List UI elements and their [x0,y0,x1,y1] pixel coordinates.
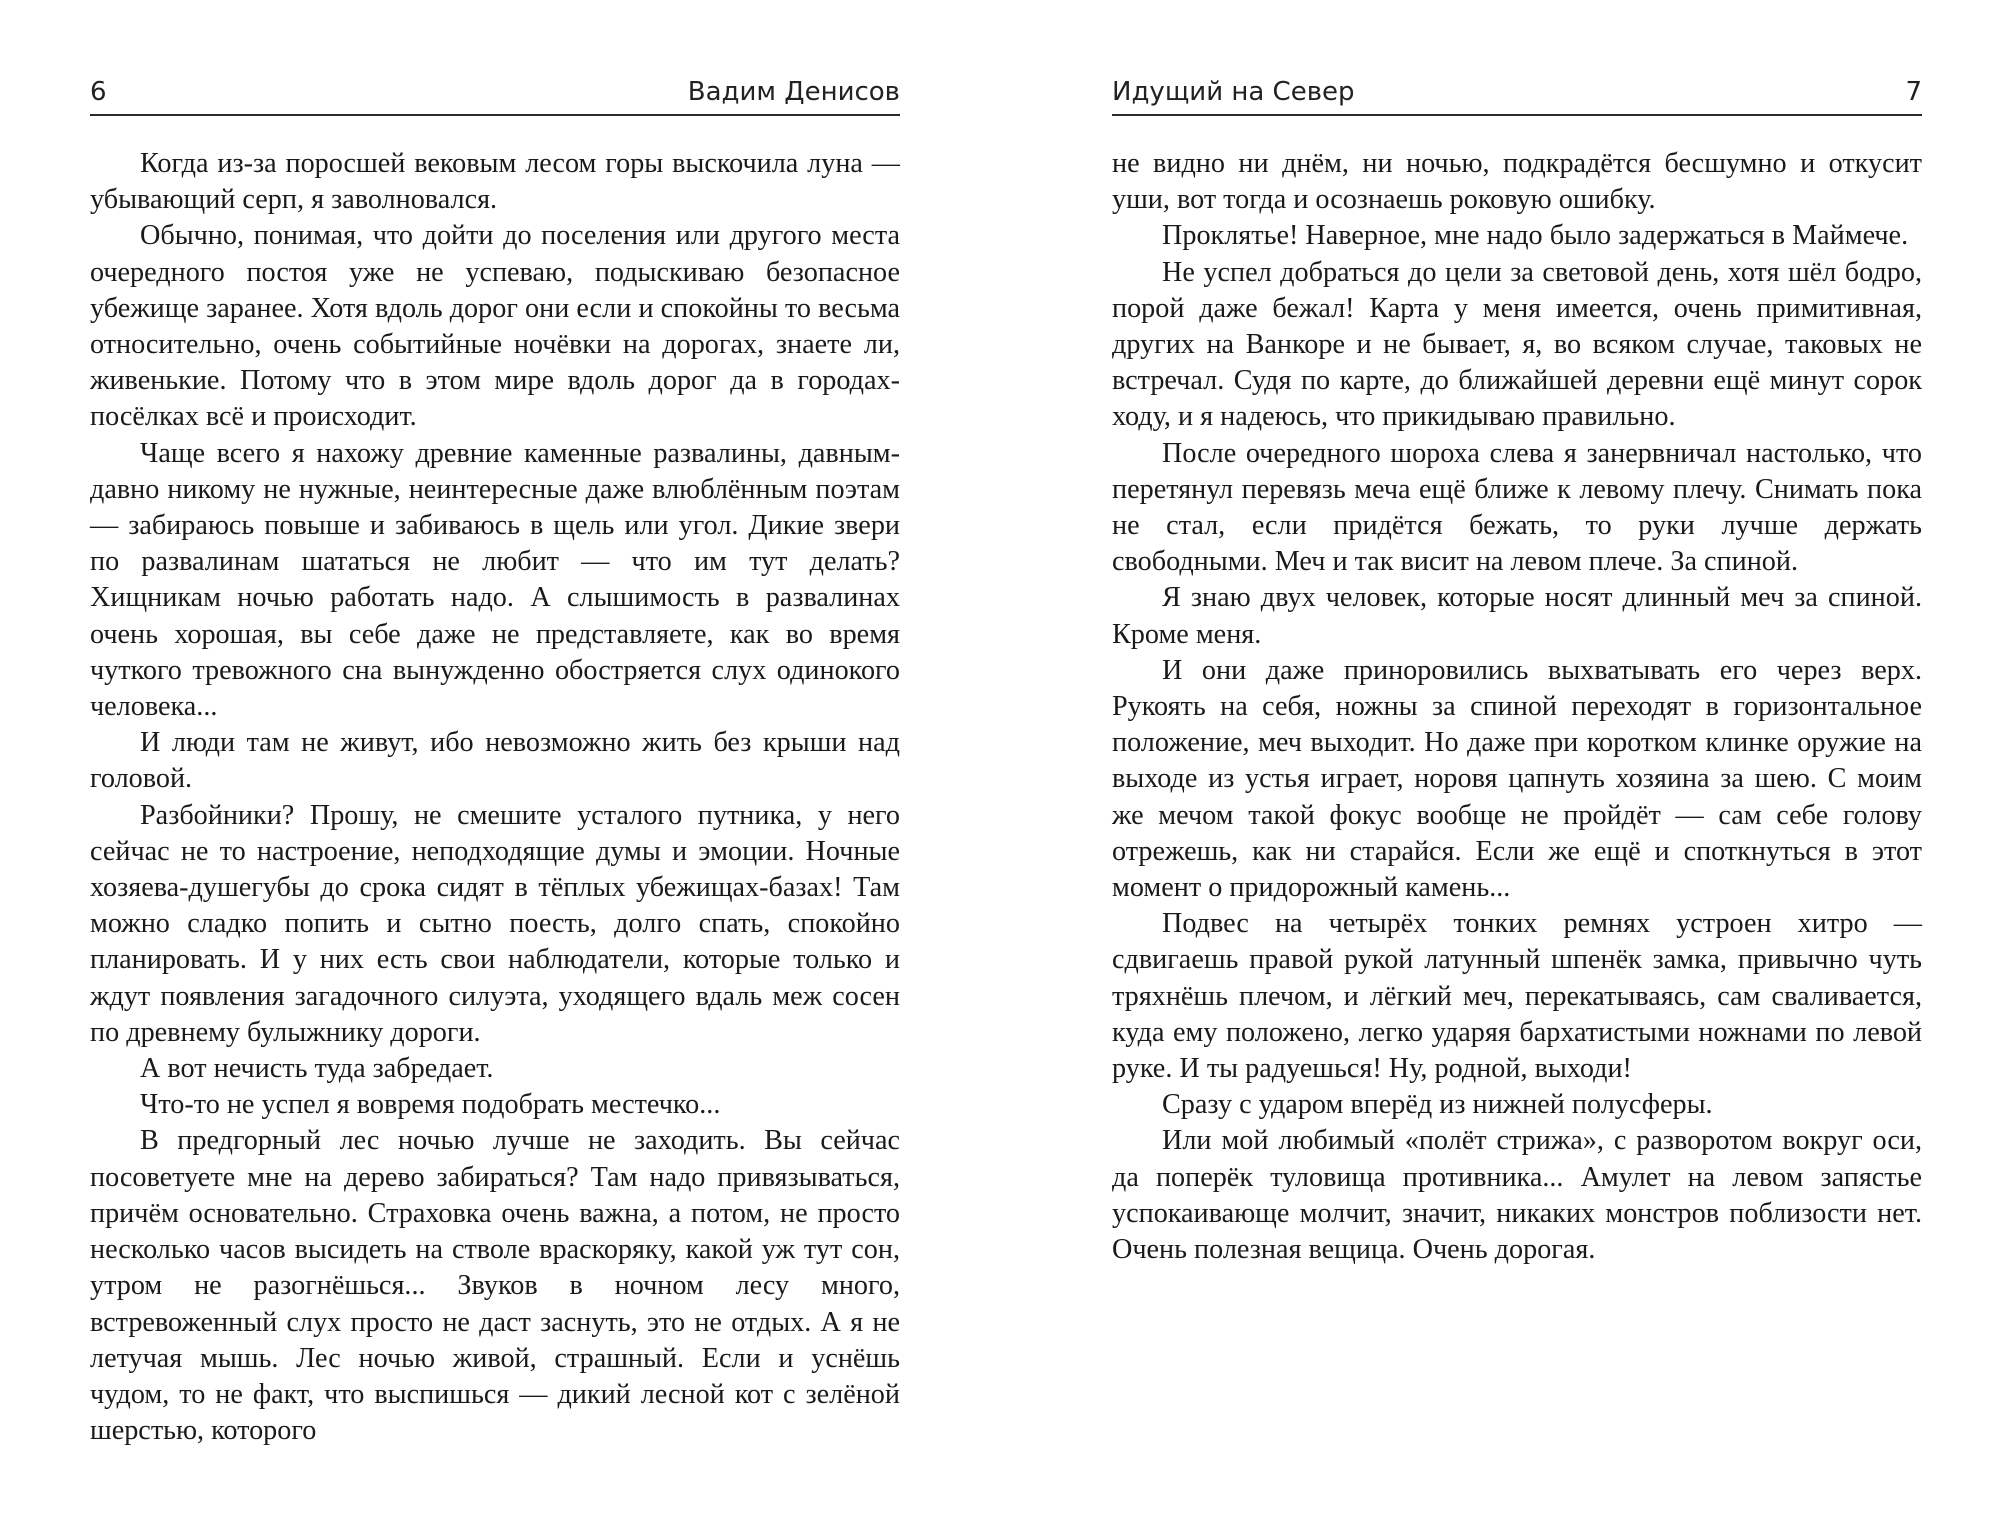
paragraph: Я знаю двух человек, которые носят длинный меч за спиной. Кроме меня. [1112,582,1922,650]
paragraph: Подвес на четырёх тонких ремнях устроен хитро — сдвигаешь правой рукой латунный шпенёк замка, привычно чуть тряхнёшь плечом, и лёгкий меч, перекатываясь, сам сваливается, куда ему положено, легко ударяя бархатистыми ножнами по левой руке. И ты радуешься! Ну, родной, выходи! [1112,908,1922,1085]
paragraph: Когда из-за поросшей вековым лесом горы выскочила луна — убывающий серп, я заволновался. [90,148,900,216]
right-running-head-title: Идущий на Север [1112,77,1355,107]
paragraph: Обычно, понимая, что дойти до поселения или другого места очередного постоя уже не успеваю, подыскиваю безопасное убежище заранее. Хотя вдоль дорог они если и спокойны то весьма относительно, очень событийные ночёвки на дорогах, знаете ли, живенькие. Потому что в этом мире вдоль дорог да в городах-посёлках всё и происходит. [90,220,900,433]
left-running-head-author: Вадим Денисов [687,77,900,107]
left-page-text [90,146,900,1449]
left-page [90,0,900,1516]
right-page-text [1112,146,1922,1268]
paragraph: А вот нечисть туда забредает. [140,1053,494,1085]
paragraph: Чаще всего я нахожу древние каменные развалины, давным-давно никому не нужные, неинтересные даже влюблённым поэтам — забираюсь повыше и забиваюсь в щель или угол. Дикие звери по развалинам шататься не любит — что им тут делать? Хищникам ночью работать надо. А слышимость в развалинах очень хорошая, вы себе даже не представляете, как во время чуткого тревожного сна вынужденно обостряется слух одинокого человека... [90,437,900,723]
paragraph: Не успел добраться до цели за световой день, хотя шёл бодро, порой даже бежал! Карта у меня имеется, очень примитивная, других на Ванкоре и не бывает, я, во всяком случае, таковых не встречал. Судя по карте, до ближайшей деревни ещё минут сорок ходу, и я надеюсь, что прикидываю правильно. [1112,256,1922,433]
left-page-number: 6 [90,77,107,107]
paragraph: И люди там не живут, ибо невозможно жить без крыши над головой. [90,727,900,795]
paragraph: Что-то не успел я вовремя подобрать местечко... [140,1089,721,1121]
paragraph: Или мой любимый «полёт стрижа», с разворотом вокруг оси, да поперёк туловища противника... Амулет на левом запястье успокаивающе молчит, значит, никаких монстров поблизости нет. Очень полезная вещица. Очень дорогая. [1112,1125,1922,1266]
paragraph: Проклятье! Наверное, мне надо было задержаться в Маймече. [1162,220,1909,252]
continued-paragraph: не видно ни днём, ни ночью, подкрадётся бесшумно и откусит уши, вот тогда и осознаешь роковую ошибку. [1112,148,1922,216]
paragraph: После очередного шороха слева я занервничал настолько, что перетянул перевязь меча ещё ближе к левому плечу. Снимать пока не стал, если придётся бежать, то руки лучше держать свободными. Меч и так висит на левом плече. За спиной. [1112,437,1922,578]
paragraph: Сразу с ударом вперёд из нижней полусферы. [1162,1089,1713,1121]
left-running-head [90,70,900,116]
paragraph: В предгорный лес ночью лучше не заходить. Вы сейчас посоветуете мне на дерево забираться? Там надо привязываться, причём основательно. Страховка очень важна, а потом, не просто несколько часов высидеть на стволе враскоряку, какой уж тут сон, утром не разогнёшься... Звуков в ночном лесу много, встревоженный слух просто не даст заснуть, это не отдых. А я не летучая мышь. Лес ночью живой, страшный. Если и уснёшь чудом, то не факт, что выспишься — дикий лесной кот с зелёной шерстью, которого [90,1125,900,1447]
paragraph: И они даже приноровились выхватывать его через верх. Рукоять на себя, ножны за спиной переходят в горизонтальное положение, меч выходит. Но даже при коротком клинке оружие на выходе из устья играет, норовя цапнуть хозяина за шею. С моим же мечом такой фокус вообще не пройдёт — сам себе голову отрежешь, как ни старайся. Если же ещё и споткнуться в этот момент о придорожный камень... [1112,654,1922,904]
right-page [1112,0,1922,1516]
right-page-number: 7 [1905,77,1922,107]
right-running-head [1112,70,1922,116]
paragraph: Разбойники? Прошу, не смешите усталого путника, у него сейчас не то настроение, неподходящие думы и эмоции. Ночные хозяева-душегубы до срока сидят в тёплых убежищах-базах! Там можно сладко попить и сытно поесть, долго спать, спокойно планировать. И у них есть свои наблюдатели, которые только и ждут появления загадочного силуэта, уходящего вдаль меж сосен по древнему булыжнику дороги. [90,799,900,1048]
